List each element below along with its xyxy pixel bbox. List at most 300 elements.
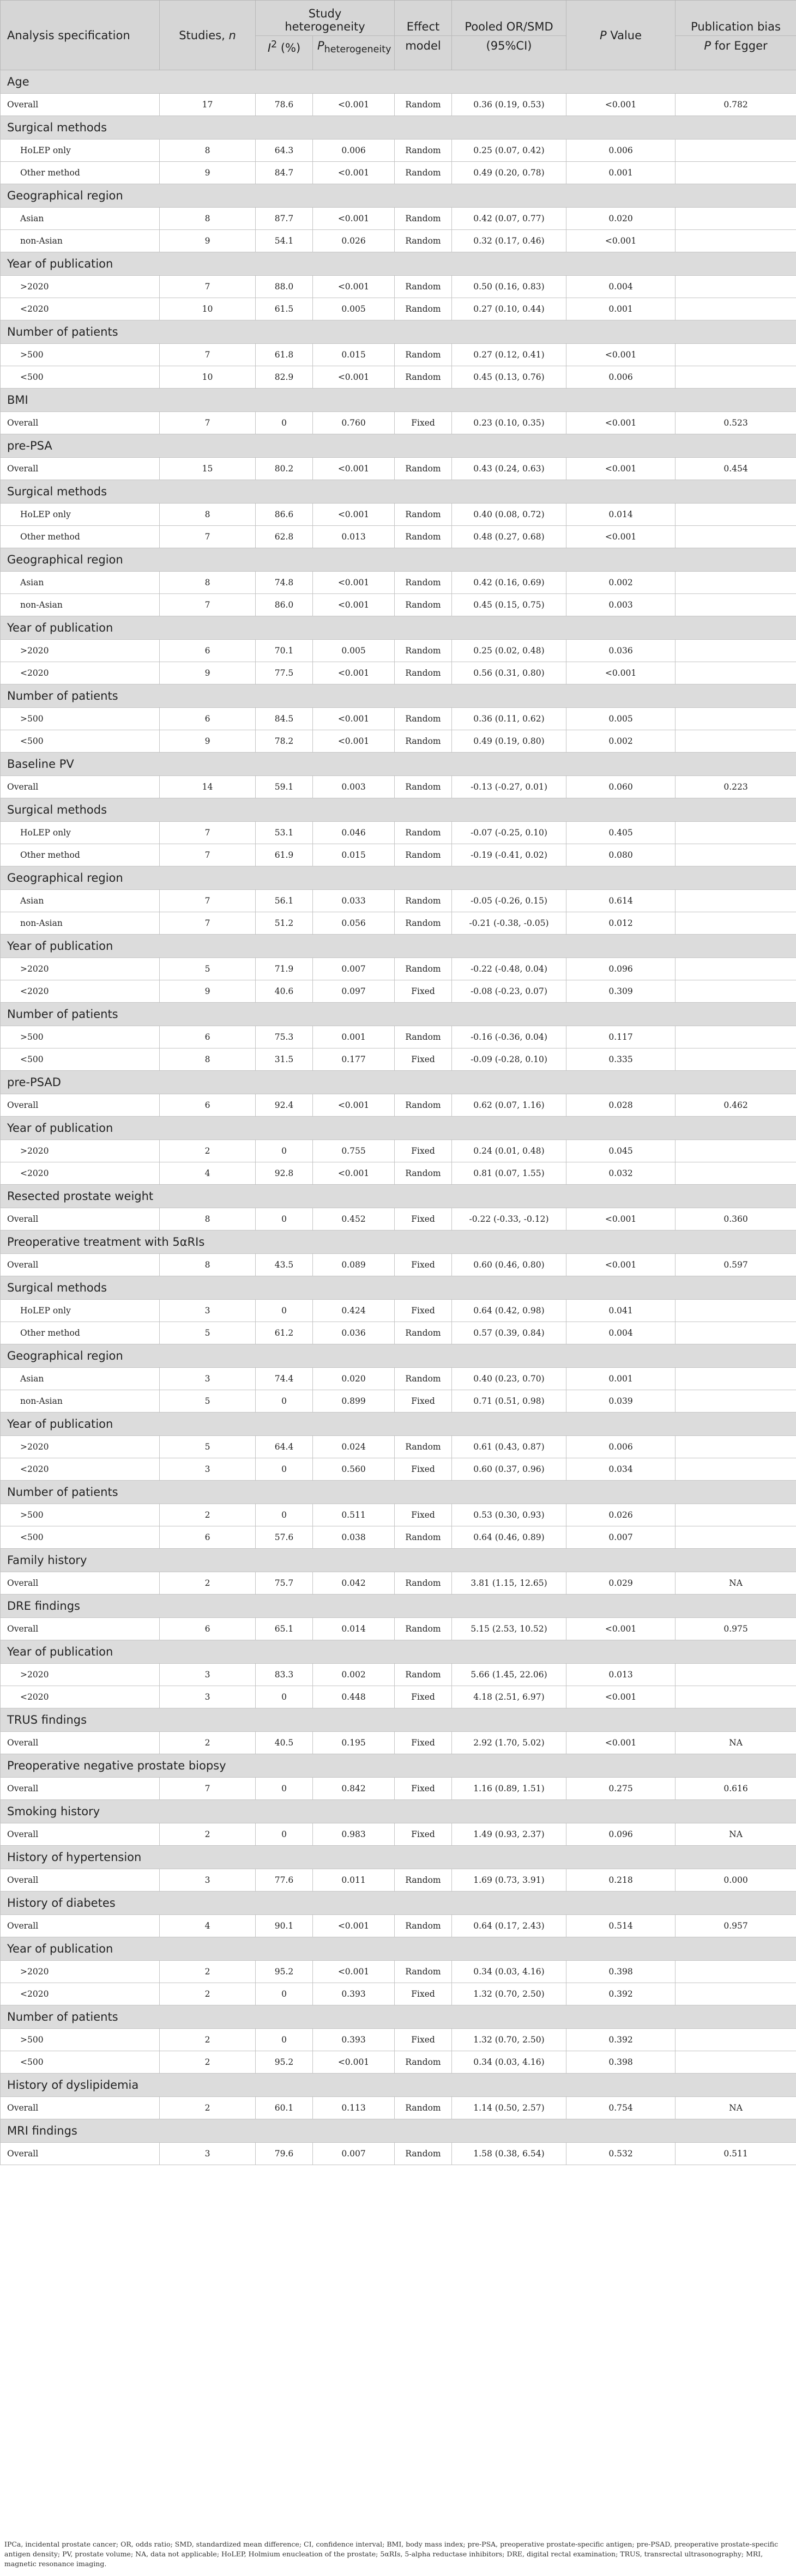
table-row [1,276,796,298]
cell-p-value: 0.002 [566,572,676,594]
cell-pooled-estimate: 0.60 (0.46, 0.80) [452,1254,566,1276]
cell-label: >2020 [1,1140,160,1162]
cell-p-heterogeneity: <0.001 [313,708,395,730]
cell-effect-model: Random [395,230,452,252]
cell-p-heterogeneity: <0.001 [313,2051,395,2074]
cell-p-value: 0.032 [566,1162,676,1185]
cell-studies: 4 [160,1162,256,1185]
cell-p-egger [676,1140,796,1162]
cell-pooled-estimate: 0.40 (0.08, 0.72) [452,504,566,526]
cell-studies: 8 [160,572,256,594]
table-row [1,844,796,866]
cell-i2: 40.6 [256,980,313,1003]
cell-pooled-estimate: 0.50 (0.16, 0.83) [452,276,566,298]
section-label: Surgical methods [1,1276,796,1300]
cell-i2: 0 [256,1686,313,1708]
cell-p-egger [676,1961,796,1983]
cell-pooled-estimate: 0.64 (0.42, 0.98) [452,1300,566,1322]
cell-i2: 64.4 [256,1436,313,1458]
section-header-row [1,1071,796,1094]
cell-label: Overall [1,458,160,480]
section-label: Geographical region [1,866,796,890]
cell-effect-model: Fixed [395,980,452,1003]
cell-i2: 0 [256,1390,313,1413]
cell-i2: 86.0 [256,594,313,616]
cell-p-egger [676,594,796,616]
cell-label: HoLEP only [1,140,160,162]
cell-effect-model: Random [395,822,452,844]
cell-i2: 78.6 [256,94,313,116]
cell-effect-model: Fixed [395,1732,452,1754]
table-row [1,504,796,526]
cell-studies: 6 [160,708,256,730]
header-p-value: P Value [566,1,676,70]
cell-p-value: <0.001 [566,230,676,252]
section-label: Surgical methods [1,798,796,822]
cell-i2: 0 [256,1823,313,1846]
table-body [1,70,796,2165]
header-i2: $I^2$ (%) [256,36,313,70]
cell-p-egger [676,2051,796,2074]
section-label: Geographical region [1,1344,796,1368]
cell-pooled-estimate: 0.48 (0.27, 0.68) [452,526,566,548]
cell-label: <500 [1,366,160,389]
cell-effect-model: Random [395,730,452,753]
cell-p-heterogeneity: <0.001 [313,730,395,753]
cell-i2: 90.1 [256,1915,313,1937]
cell-studies: 7 [160,912,256,935]
cell-pooled-estimate: 0.71 (0.51, 0.98) [452,1390,566,1413]
cell-i2: 95.2 [256,2051,313,2074]
header-pooled: Pooled OR/SMD [452,1,566,36]
cell-studies: 7 [160,844,256,866]
cell-p-value: 0.080 [566,844,676,866]
cell-p-value: 0.001 [566,1368,676,1390]
cell-i2: 84.7 [256,162,313,184]
cell-p-heterogeneity: 0.393 [313,2029,395,2051]
cell-studies: 3 [160,2143,256,2165]
cell-p-value: 0.532 [566,2143,676,2165]
cell-pooled-estimate: 0.57 (0.39, 0.84) [452,1322,566,1344]
cell-effect-model: Random [395,2051,452,2074]
cell-effect-model: Fixed [395,1390,452,1413]
cell-p-heterogeneity: 0.033 [313,890,395,912]
cell-p-value: <0.001 [566,1254,676,1276]
cell-p-egger [676,1390,796,1413]
cell-p-heterogeneity: 0.195 [313,1732,395,1754]
cell-label: HoLEP only [1,822,160,844]
cell-p-egger [676,572,796,594]
cell-pooled-estimate: 0.53 (0.30, 0.93) [452,1504,566,1526]
cell-i2: 84.5 [256,708,313,730]
cell-studies: 3 [160,1686,256,1708]
cell-effect-model: Random [395,366,452,389]
cell-p-heterogeneity: 0.056 [313,912,395,935]
cell-p-heterogeneity: 0.024 [313,1436,395,1458]
cell-studies: 5 [160,1390,256,1413]
cell-effect-model: Random [395,1869,452,1892]
cell-label: Overall [1,1572,160,1595]
cell-p-egger [676,708,796,730]
cell-p-heterogeneity: <0.001 [313,162,395,184]
cell-i2: 61.5 [256,298,313,320]
cell-effect-model: Fixed [395,412,452,434]
header-publication-bias: Publication bias [676,1,796,36]
cell-pooled-estimate: 0.64 (0.46, 0.89) [452,1526,566,1549]
table-row [1,730,796,753]
table-row [1,2029,796,2051]
cell-p-value: 0.514 [566,1915,676,1937]
table-row [1,94,796,116]
cell-label: >2020 [1,640,160,662]
cell-label: >500 [1,2029,160,2051]
cell-studies: 2 [160,2029,256,2051]
table-row [1,1686,796,1708]
cell-p-egger: 0.523 [676,412,796,434]
cell-p-heterogeneity: 0.011 [313,1869,395,1892]
cell-pooled-estimate: 5.66 (1.45, 22.06) [452,1664,566,1686]
cell-i2: 75.7 [256,1572,313,1595]
section-header-row [1,2119,796,2143]
cell-p-heterogeneity: 0.002 [313,1664,395,1686]
cell-label: <500 [1,1048,160,1071]
table-row [1,1664,796,1686]
cell-studies: 9 [160,230,256,252]
cell-effect-model: Random [395,1162,452,1185]
cell-effect-model: Random [395,276,452,298]
table-row [1,1254,796,1276]
cell-p-egger: 0.616 [676,1778,796,1800]
section-label: DRE findings [1,1595,796,1618]
cell-p-heterogeneity: 0.842 [313,1778,395,1800]
table-row [1,1300,796,1322]
section-label: Year of publication [1,616,796,640]
cell-studies: 6 [160,1026,256,1048]
cell-p-heterogeneity: 0.177 [313,1048,395,1071]
cell-p-egger [676,2029,796,2051]
header-effect: Effect [395,1,452,36]
cell-p-egger [676,298,796,320]
cell-studies: 5 [160,1436,256,1458]
cell-i2: 51.2 [256,912,313,935]
cell-studies: 2 [160,1572,256,1595]
cell-effect-model: Random [395,94,452,116]
cell-label: Other method [1,526,160,548]
cell-i2: 74.8 [256,572,313,594]
cell-i2: 61.2 [256,1322,313,1344]
cell-studies: 17 [160,94,256,116]
cell-p-heterogeneity: 0.755 [313,1140,395,1162]
section-label: Baseline PV [1,753,796,776]
cell-studies: 14 [160,776,256,798]
cell-effect-model: Random [395,1961,452,1983]
cell-i2: 95.2 [256,1961,313,1983]
cell-studies: 4 [160,1915,256,1937]
cell-p-heterogeneity: 0.452 [313,1208,395,1231]
cell-p-egger [676,504,796,526]
section-header-row [1,1276,796,1300]
table-row [1,1026,796,1048]
cell-studies: 6 [160,640,256,662]
section-label: Family history [1,1549,796,1572]
cell-p-egger: 0.957 [676,1915,796,1937]
section-header-row [1,1185,796,1208]
cell-pooled-estimate: 0.27 (0.10, 0.44) [452,298,566,320]
cell-p-egger [676,1300,796,1322]
cell-pooled-estimate: -0.19 (-0.41, 0.02) [452,844,566,866]
cell-studies: 8 [160,1048,256,1071]
cell-p-value: 0.007 [566,1526,676,1549]
cell-p-value: <0.001 [566,344,676,366]
cell-p-heterogeneity: <0.001 [313,1915,395,1937]
table-footnote: IPCa, incidental prostate cancer; OR, odds ratio; SMD, standardized mean difference; CI, confidence interval; BMI, body mass index; pre-PSA, preoperative prostate-specific antigen; pre-PSAD, preoperative prostate-specific antigen density; PV, prostate volume; NA, data not applicable; HoLEP, Holmium enucleation of the prostate; 5αRIs, 5-alpha reductase inhibitors; DRE, digital rectal examination; TRUS, transrectal ultrasonography; MRI, magnetic resonance imaging. [4,2540,779,2568]
cell-p-value: <0.001 [566,412,676,434]
cell-p-heterogeneity: 0.393 [313,1983,395,2005]
cell-p-heterogeneity: 0.007 [313,958,395,980]
cell-p-value: 0.096 [566,1823,676,1846]
section-header-row [1,1549,796,1572]
cell-i2: 65.1 [256,1618,313,1640]
cell-i2: 43.5 [256,1254,313,1276]
cell-p-value: <0.001 [566,526,676,548]
cell-p-heterogeneity: 0.015 [313,344,395,366]
table-row [1,2051,796,2074]
cell-p-egger [676,1162,796,1185]
cell-i2: 53.1 [256,822,313,844]
cell-p-heterogeneity: 0.003 [313,776,395,798]
cell-pooled-estimate: 0.49 (0.20, 0.78) [452,162,566,184]
cell-effect-model: Random [395,912,452,935]
cell-i2: 80.2 [256,458,313,480]
section-header-row [1,684,796,708]
table-row [1,1572,796,1595]
cell-label: >500 [1,344,160,366]
cell-effect-model: Random [395,594,452,616]
cell-label: >2020 [1,1664,160,1686]
cell-i2: 56.1 [256,890,313,912]
cell-label: <500 [1,730,160,753]
table-row [1,594,796,616]
cell-i2: 83.3 [256,1664,313,1686]
section-header-row [1,548,796,572]
section-header-row [1,1117,796,1140]
cell-pooled-estimate: 0.61 (0.43, 0.87) [452,1436,566,1458]
cell-i2: 61.9 [256,844,313,866]
cell-label: Asian [1,208,160,230]
cell-i2: 77.6 [256,1869,313,1892]
cell-label: Overall [1,1869,160,1892]
cell-effect-model: Fixed [395,1458,452,1481]
cell-label: Overall [1,94,160,116]
cell-pooled-estimate: -0.07 (-0.25, 0.10) [452,822,566,844]
cell-p-heterogeneity: 0.089 [313,1254,395,1276]
cell-i2: 0 [256,1300,313,1322]
section-label: Preoperative negative prostate biopsy [1,1754,796,1778]
cell-p-egger: 0.597 [676,1254,796,1276]
section-label: Number of patients [1,684,796,708]
cell-p-egger [676,958,796,980]
section-header-row [1,389,796,412]
cell-label: HoLEP only [1,1300,160,1322]
cell-effect-model: Random [395,1322,452,1344]
cell-p-egger [676,1436,796,1458]
cell-p-egger [676,162,796,184]
cell-effect-model: Random [395,708,452,730]
table-row [1,708,796,730]
table-row [1,640,796,662]
cell-effect-model: Random [395,526,452,548]
cell-studies: 2 [160,2051,256,2074]
cell-p-egger [676,276,796,298]
table-row [1,344,796,366]
table-row [1,298,796,320]
table-row [1,1162,796,1185]
cell-studies: 7 [160,890,256,912]
cell-studies: 2 [160,1504,256,1526]
section-header-row [1,866,796,890]
cell-p-value: 0.335 [566,1048,676,1071]
cell-p-egger [676,890,796,912]
section-label: TRUS findings [1,1708,796,1732]
cell-studies: 9 [160,162,256,184]
section-header-row [1,320,796,344]
cell-i2: 31.5 [256,1048,313,1071]
cell-i2: 64.3 [256,140,313,162]
cell-p-heterogeneity: <0.001 [313,1094,395,1117]
cell-p-heterogeneity: <0.001 [313,504,395,526]
cell-label: >500 [1,708,160,730]
cell-p-egger [676,208,796,230]
cell-studies: 9 [160,980,256,1003]
cell-studies: 7 [160,344,256,366]
cell-p-heterogeneity: 0.097 [313,980,395,1003]
table-row [1,1458,796,1481]
cell-label: non-Asian [1,230,160,252]
cell-pooled-estimate: -0.22 (-0.48, 0.04) [452,958,566,980]
cell-label: Overall [1,776,160,798]
cell-effect-model: Fixed [395,2029,452,2051]
table-row [1,1618,796,1640]
cell-p-value: <0.001 [566,458,676,480]
section-label: Year of publication [1,1640,796,1664]
cell-i2: 0 [256,1458,313,1481]
cell-label: >2020 [1,958,160,980]
cell-pooled-estimate: -0.22 (-0.33, -0.12) [452,1208,566,1231]
cell-effect-model: Random [395,1572,452,1595]
cell-effect-model: Random [395,504,452,526]
cell-p-heterogeneity: 0.760 [313,412,395,434]
cell-p-heterogeneity: <0.001 [313,94,395,116]
cell-i2: 79.6 [256,2143,313,2165]
cell-i2: 86.6 [256,504,313,526]
section-header-row [1,116,796,140]
header-study-heterogeneity: Study heterogeneity [256,1,395,36]
cell-p-egger: 0.511 [676,2143,796,2165]
cell-i2: 54.1 [256,230,313,252]
cell-pooled-estimate: 1.69 (0.73, 3.91) [452,1869,566,1892]
cell-label: Overall [1,1823,160,1846]
section-header-row [1,1892,796,1915]
cell-p-heterogeneity: <0.001 [313,276,395,298]
cell-effect-model: Random [395,1094,452,1117]
cell-label: >500 [1,1026,160,1048]
cell-effect-model: Random [395,572,452,594]
cell-studies: 5 [160,958,256,980]
table-row [1,1390,796,1413]
cell-effect-model: Random [395,890,452,912]
cell-i2: 88.0 [256,276,313,298]
cell-label: Overall [1,1618,160,1640]
section-header-row [1,2005,796,2029]
cell-pooled-estimate: 1.32 (0.70, 2.50) [452,2029,566,2051]
section-header-row [1,184,796,208]
cell-effect-model: Random [395,162,452,184]
section-label: History of diabetes [1,1892,796,1915]
cell-p-egger: 0.360 [676,1208,796,1231]
cell-studies: 15 [160,458,256,480]
cell-p-value: <0.001 [566,662,676,684]
cell-p-egger [676,1322,796,1344]
cell-label: Overall [1,1208,160,1231]
section-header-row [1,798,796,822]
cell-p-heterogeneity: <0.001 [313,366,395,389]
cell-pooled-estimate: 0.42 (0.07, 0.77) [452,208,566,230]
cell-p-heterogeneity: 0.046 [313,822,395,844]
cell-studies: 8 [160,140,256,162]
section-label: Geographical region [1,184,796,208]
cell-label: Asian [1,572,160,594]
cell-pooled-estimate: 5.15 (2.53, 10.52) [452,1618,566,1640]
table-row [1,1869,796,1892]
cell-effect-model: Random [395,844,452,866]
cell-effect-model: Random [395,1915,452,1937]
cell-effect-model: Fixed [395,1300,452,1322]
cell-label: Overall [1,1094,160,1117]
cell-p-value: 0.041 [566,1300,676,1322]
cell-effect-model: Fixed [395,1983,452,2005]
header-model: model [395,36,452,70]
cell-effect-model: Fixed [395,1048,452,1071]
table-row [1,912,796,935]
cell-p-egger [676,730,796,753]
cell-studies: 7 [160,276,256,298]
cell-p-egger [676,230,796,252]
cell-pooled-estimate: 0.42 (0.16, 0.69) [452,572,566,594]
cell-label: Overall [1,2097,160,2119]
section-label: Year of publication [1,1117,796,1140]
cell-pooled-estimate: 2.92 (1.70, 5.02) [452,1732,566,1754]
table-row [1,1368,796,1390]
section-header-row [1,1003,796,1026]
table-row [1,1526,796,1549]
cell-p-heterogeneity: 0.424 [313,1300,395,1322]
cell-label: <500 [1,2051,160,2074]
cell-studies: 3 [160,1368,256,1390]
cell-p-heterogeneity: 0.448 [313,1686,395,1708]
cell-p-value: 0.060 [566,776,676,798]
table-row [1,958,796,980]
cell-effect-model: Random [395,140,452,162]
cell-p-value: 0.003 [566,594,676,616]
cell-p-value: 0.218 [566,1869,676,1892]
cell-effect-model: Random [395,958,452,980]
cell-label: <2020 [1,980,160,1003]
section-header-row [1,1595,796,1618]
cell-p-heterogeneity: 0.020 [313,1368,395,1390]
section-label: pre-PSA [1,434,796,458]
section-label: History of hypertension [1,1846,796,1869]
cell-effect-model: Random [395,776,452,798]
